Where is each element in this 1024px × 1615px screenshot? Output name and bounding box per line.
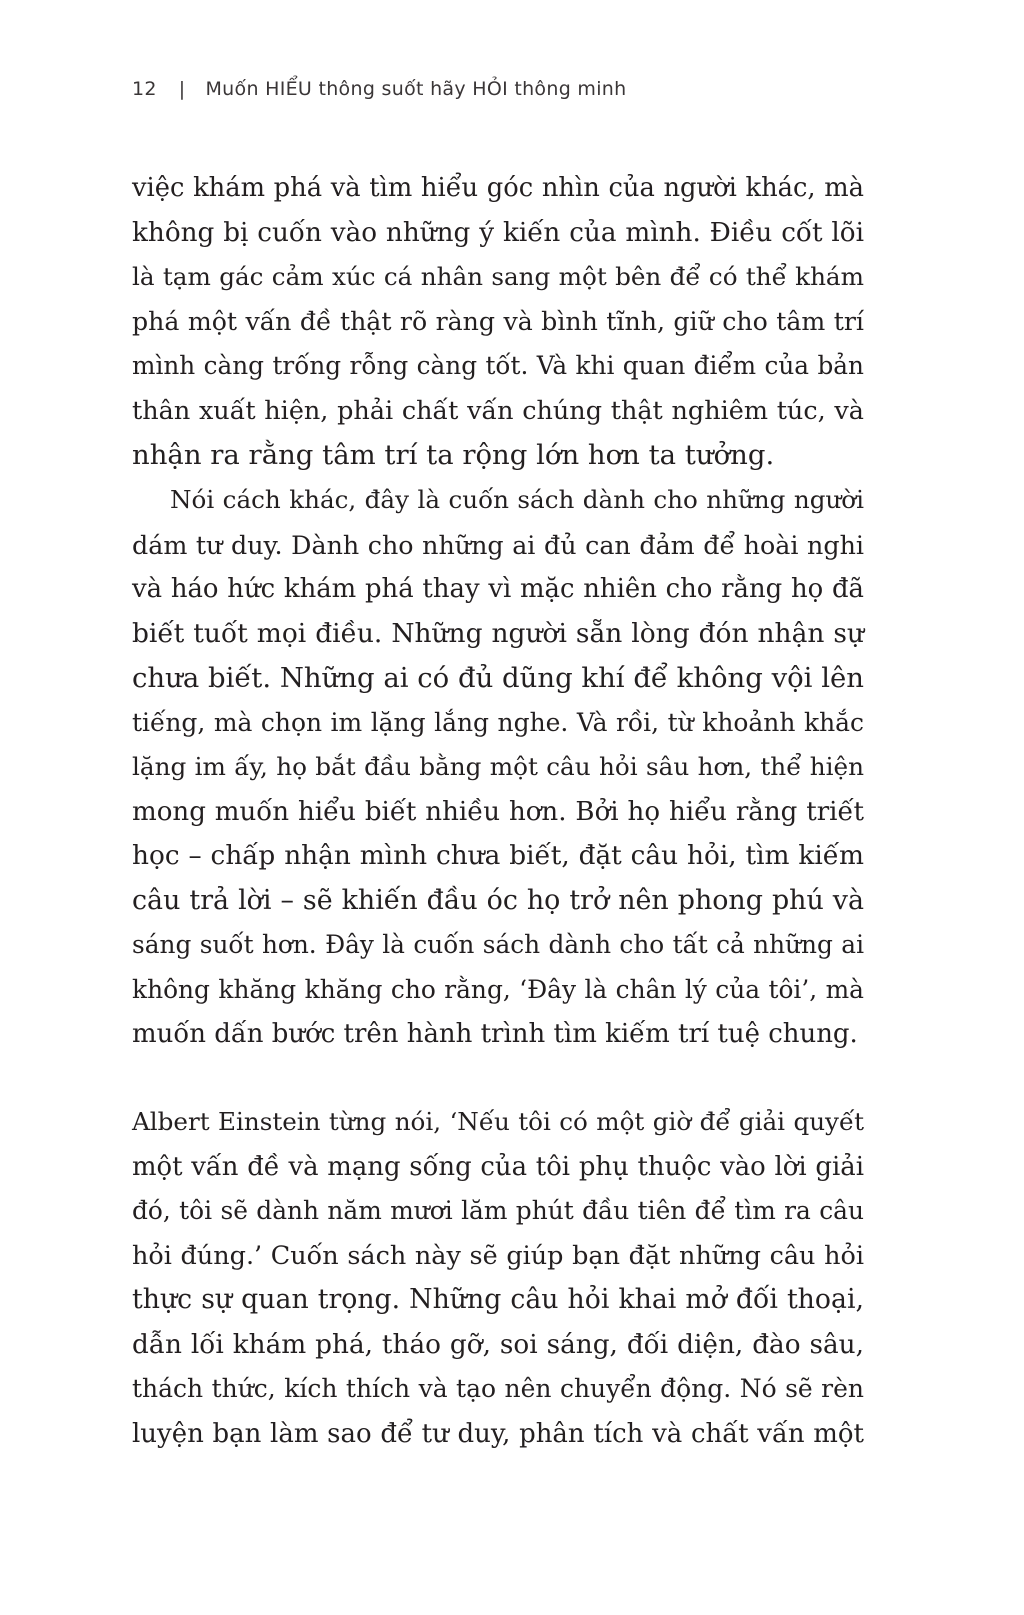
text-line: là tạm gác cảm xúc cá nhân sang một bên để có thể khám bbox=[132, 262, 864, 291]
text-line: lặng im ấy, họ bắt đầu bằng một câu hỏi sâu hơn, thể hiện bbox=[132, 752, 864, 781]
text-line: một vấn đề và mạng sống của tôi phụ thuộc vào lời giải bbox=[132, 1151, 864, 1182]
text-line: đó, tôi sẽ dành năm mươi lăm phút đầu tiên để tìm ra câu bbox=[132, 1196, 864, 1225]
text-line: thân xuất hiện, phải chất vấn chúng thật nghiêm túc, và bbox=[132, 395, 864, 426]
text-line: Albert Einstein từng nói, ‘Nếu tôi có một giờ để giải quyết bbox=[132, 1107, 864, 1136]
page-number: 12 bbox=[132, 78, 157, 100]
text-line: việc khám phá và tìm hiểu góc nhìn của người khác, mà bbox=[132, 173, 864, 203]
text-line: mong muốn hiểu biết nhiều hơn. Bởi họ hiểu rằng triết bbox=[132, 796, 864, 827]
text-line: hỏi đúng.’ Cuốn sách này sẽ giúp bạn đặt những câu hỏi bbox=[132, 1240, 864, 1271]
text-line: dám tư duy. Dành cho những ai đủ can đảm để hoài nghi bbox=[132, 529, 864, 560]
text-line: sáng suốt hơn. Đây là cuốn sách dành cho tất cả những ai bbox=[132, 930, 864, 959]
text-line: tiếng, mà chọn im lặng lắng nghe. Và rồi, từ khoảnh khắc bbox=[132, 707, 864, 737]
text-line: phá một vấn đề thật rõ ràng và bình tĩnh, giữ cho tâm trí bbox=[132, 306, 864, 336]
running-header bbox=[132, 78, 626, 100]
paragraph-indented bbox=[132, 478, 864, 1057]
book-title: Muốn HIỂU thông suốt hãy HỎI thông minh bbox=[205, 78, 627, 100]
text-line: thực sự quan trọng. Những câu hỏi khai mở đối thoại, bbox=[132, 1284, 864, 1315]
paragraph-einstein-quote bbox=[132, 1100, 864, 1456]
text-line: thách thức, kích thích và tạo nên chuyển động. Nó sẽ rèn bbox=[132, 1374, 864, 1403]
text-line: câu trả lời – sẽ khiến đầu óc họ trở nên phong phú và bbox=[132, 884, 864, 916]
text-line: muốn dấn bước trên hành trình tìm kiếm trí tuệ chung. bbox=[132, 1019, 858, 1049]
text-line: dẫn lối khám phá, tháo gỡ, soi sáng, đối diện, đào sâu, bbox=[132, 1329, 864, 1360]
text-line: nhận ra rằng tâm trí ta rộng lớn hơn ta tưởng. bbox=[132, 439, 775, 471]
header-separator: | bbox=[178, 78, 186, 100]
text-line: không bị cuốn vào những ý kiến của mình. Điều cốt lõi bbox=[132, 217, 864, 248]
text-line: luyện bạn làm sao để tư duy, phân tích và chất vấn một bbox=[132, 1418, 864, 1449]
text-line: mình càng trống rỗng càng tốt. Và khi quan điểm của bản bbox=[132, 351, 864, 380]
text-line: không khăng khăng cho rằng, ‘Đây là chân lý của tôi’, mà bbox=[132, 974, 864, 1004]
text-line: chưa biết. Những ai có đủ dũng khí để không vội lên bbox=[132, 662, 864, 694]
text-line: Nói cách khác, đây là cuốn sách dành cho những người bbox=[170, 485, 864, 514]
paragraph-continuation bbox=[132, 166, 864, 478]
text-line: biết tuốt mọi điều. Những người sẵn lòng đón nhận sự bbox=[132, 617, 864, 649]
text-line: và háo hức khám phá thay vì mặc nhiên cho rằng họ đã bbox=[132, 574, 864, 604]
text-line: học – chấp nhận mình chưa biết, đặt câu hỏi, tìm kiếm bbox=[132, 841, 864, 871]
